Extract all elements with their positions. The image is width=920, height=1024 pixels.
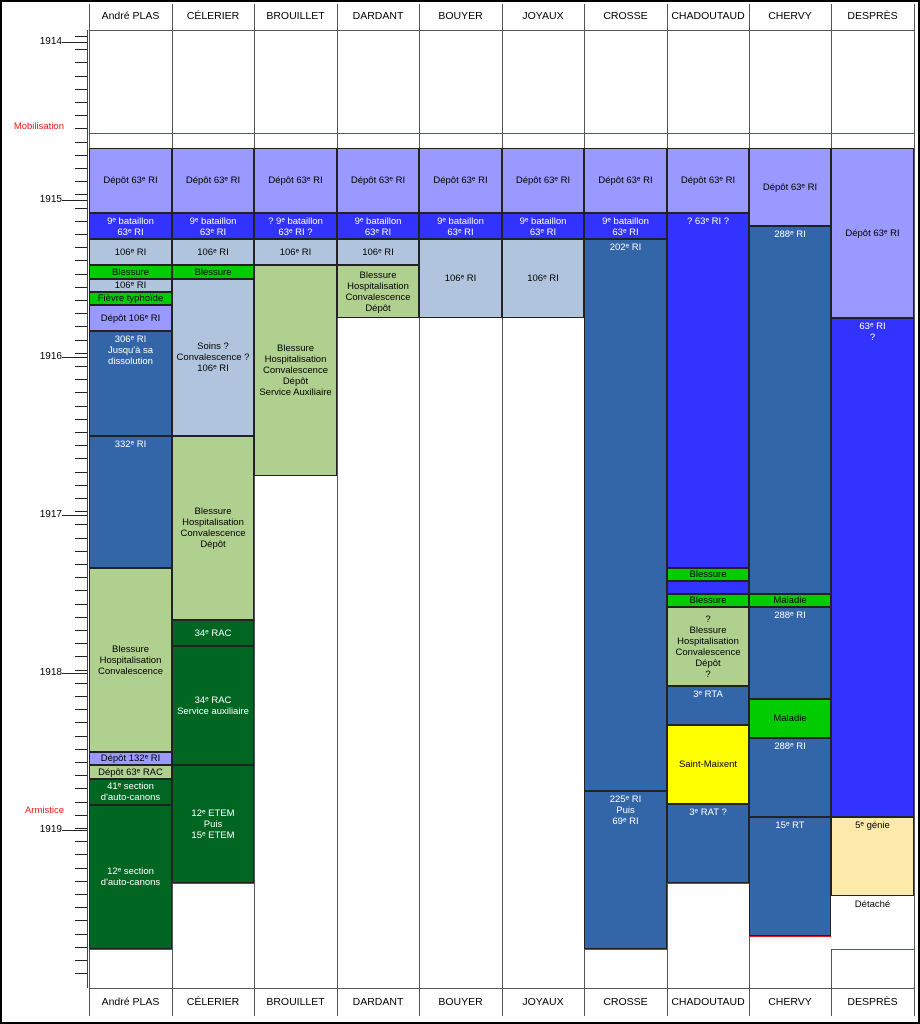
timeline-segment bbox=[254, 265, 337, 476]
segment-label: 3ᵉ RTA bbox=[693, 689, 723, 700]
axis-tick bbox=[75, 841, 87, 842]
column-header: DARDANT bbox=[352, 10, 404, 22]
segment-label: 5ᵉ génie bbox=[855, 820, 890, 831]
service-end-line bbox=[749, 936, 831, 937]
axis-tick bbox=[75, 907, 87, 908]
segment-label: 34ᵉ RAC Service auxiliaire bbox=[177, 694, 249, 717]
timeline-segment bbox=[584, 213, 667, 239]
segment-label: 9ᵉ bataillon 63ᵉ RI bbox=[437, 216, 484, 238]
segment-label: Dépôt 63ᵉ RI bbox=[762, 181, 818, 193]
column-footer: DESPRÈS bbox=[847, 996, 898, 1008]
axis-tick bbox=[75, 62, 87, 63]
axis-tick bbox=[75, 432, 87, 433]
timeline-segment bbox=[172, 213, 254, 239]
axis-tick bbox=[75, 828, 87, 829]
axis-tick bbox=[75, 788, 87, 789]
timeline-segment bbox=[89, 779, 172, 805]
segment-label: Dépôt 106ᵉ RI bbox=[100, 312, 161, 324]
axis-tick bbox=[75, 736, 87, 737]
year-tick bbox=[62, 42, 87, 43]
axis-tick bbox=[75, 722, 87, 723]
axis-tick bbox=[75, 445, 87, 446]
timeline-segment bbox=[89, 239, 172, 265]
timeline-segment bbox=[831, 896, 914, 949]
timeline-segment bbox=[172, 279, 254, 436]
column-footer: CROSSE bbox=[603, 996, 648, 1008]
service-end-line bbox=[172, 883, 254, 884]
axis-tick bbox=[75, 511, 87, 512]
segment-label: 9ᵉ bataillon 63ᵉ RI bbox=[354, 216, 402, 238]
segment-label: 106ᵉ RI bbox=[362, 246, 394, 258]
timeline-segment bbox=[749, 699, 831, 738]
timeline-segment bbox=[89, 292, 172, 305]
segment-label: Dépôt 63ᵉ RI bbox=[515, 175, 571, 186]
year-tick bbox=[62, 515, 87, 516]
year-label: 1915 bbox=[39, 194, 62, 205]
timeline-segment bbox=[749, 817, 831, 936]
axis-tick bbox=[75, 89, 87, 90]
axis-tick bbox=[75, 379, 87, 380]
axis-tick bbox=[75, 353, 87, 354]
year-label: 1919 bbox=[39, 824, 62, 835]
timeline-segment bbox=[502, 239, 584, 318]
timeline-segment bbox=[172, 620, 254, 646]
column-footer: JOYAUX bbox=[522, 996, 564, 1008]
axis-tick bbox=[75, 815, 87, 816]
segment-label: 288ᵉ RI bbox=[774, 741, 806, 752]
axis-tick bbox=[75, 208, 87, 209]
year-label: 1918 bbox=[39, 667, 62, 678]
timeline-segment bbox=[584, 239, 667, 791]
axis-tick bbox=[75, 894, 87, 895]
axis-tick bbox=[75, 920, 87, 921]
timeline-segment bbox=[172, 239, 254, 265]
timeline-segment bbox=[749, 607, 831, 699]
axis-tick bbox=[75, 102, 87, 103]
axis-tick bbox=[75, 340, 87, 341]
year-tick bbox=[62, 830, 87, 831]
segment-label: Saint-Maixent bbox=[678, 759, 738, 770]
segment-label: 202ᵉ RI bbox=[609, 242, 642, 253]
segment-label: Dépôt 63ᵉ RI bbox=[350, 175, 406, 186]
segment-label: ? 63ᵉ RI ? bbox=[686, 216, 730, 227]
segment-label: Dépôt 63ᵉ RI bbox=[268, 175, 323, 186]
axis-tick bbox=[75, 670, 87, 671]
segment-label: Dépôt 63ᵉ RI bbox=[103, 175, 158, 186]
timeline-segment bbox=[254, 213, 337, 239]
axis-tick bbox=[75, 287, 87, 288]
timeline-segment bbox=[337, 148, 419, 213]
segment-label: 9ᵉ bataillon 63ᵉ RI bbox=[107, 216, 154, 238]
axis-tick bbox=[75, 551, 87, 552]
segment-label: Dépôt 63ᵉ RI bbox=[433, 175, 488, 186]
axis-tick bbox=[75, 472, 87, 473]
timeline-segment bbox=[419, 213, 502, 239]
service-end-line bbox=[584, 949, 667, 950]
timeline-segment bbox=[337, 213, 419, 239]
axis-tick bbox=[75, 234, 87, 235]
service-end-line bbox=[89, 949, 172, 950]
column-header: DESPRÈS bbox=[847, 10, 898, 22]
segment-label: Blessure bbox=[689, 595, 727, 606]
axis-tick bbox=[75, 538, 87, 539]
timeline-segment bbox=[667, 213, 749, 568]
column-footer: BROUILLET bbox=[266, 996, 325, 1008]
axis-tick bbox=[75, 300, 87, 301]
segment-label: Dépôt 63ᵉ RI bbox=[845, 227, 900, 239]
timeline-segment bbox=[89, 805, 172, 949]
axis-tick bbox=[75, 696, 87, 697]
year-label: 1916 bbox=[39, 351, 62, 362]
segment-label: 34ᵉ RAC bbox=[194, 627, 232, 639]
segment-label: Blessure Hospitalisation Convalescence Dépôt bbox=[345, 269, 411, 314]
segment-label: Blessure bbox=[112, 266, 149, 278]
axis-tick bbox=[75, 564, 87, 565]
axis-tick bbox=[75, 775, 87, 776]
timeline-segment bbox=[172, 436, 254, 620]
timeline-segment bbox=[89, 305, 172, 331]
timeline-segment bbox=[749, 738, 831, 817]
axis-tick bbox=[75, 643, 87, 644]
axis-tick bbox=[75, 128, 87, 129]
segment-label: Soins ? Convalescence ? 106ᵉ RI bbox=[176, 341, 250, 374]
axis-tick bbox=[75, 590, 87, 591]
mobilisation-label: Mobilisation bbox=[13, 121, 64, 132]
timeline-segment bbox=[337, 239, 419, 265]
axis-tick bbox=[75, 366, 87, 367]
axis-tick bbox=[75, 406, 87, 407]
segment-label: Blessure Hospitalisation Convalescence Dépôt bbox=[180, 506, 246, 550]
year-tick bbox=[62, 200, 87, 201]
segment-label: 106ᵉ RI bbox=[114, 246, 147, 258]
axis-tick bbox=[75, 115, 87, 116]
segment-label: Maladie bbox=[773, 595, 807, 606]
timeline-segment bbox=[172, 148, 254, 213]
timeline-segment bbox=[584, 791, 667, 949]
timeline-segment bbox=[172, 646, 254, 765]
column-footer: CHERVY bbox=[768, 996, 812, 1008]
axis-tick bbox=[75, 260, 87, 261]
timeline-segment bbox=[667, 581, 749, 594]
axis-tick bbox=[75, 498, 87, 499]
segment-label: 9ᵉ bataillon 63ᵉ RI bbox=[519, 216, 567, 238]
segment-label: 15ᵉ RT bbox=[775, 820, 805, 831]
segment-label: Fièvre typhoïde bbox=[97, 293, 164, 304]
axis-tick bbox=[75, 155, 87, 156]
segment-label: 3ᵉ RAT ? bbox=[689, 807, 727, 818]
axis-tick bbox=[75, 960, 87, 961]
timeline-segment bbox=[667, 148, 749, 213]
axis-tick bbox=[75, 577, 87, 578]
segment-label: Dépôt 63ᵉ RAC bbox=[98, 766, 163, 778]
timeline-segment bbox=[89, 265, 172, 279]
segment-label: 106ᵉ RI bbox=[527, 273, 559, 284]
segment-label: Blessure bbox=[194, 266, 232, 278]
column-header: CÉLERIER bbox=[186, 10, 240, 22]
axis-tick bbox=[75, 36, 87, 37]
column-header: JOYAUX bbox=[522, 10, 564, 22]
segment-label: 332ᵉ RI bbox=[114, 439, 147, 450]
timeline-segment bbox=[749, 594, 831, 607]
timeline-segment bbox=[667, 725, 749, 804]
axis-tick bbox=[75, 881, 87, 882]
segment-label: 288ᵉ RI bbox=[774, 610, 806, 621]
axis-tick bbox=[75, 934, 87, 935]
column-header: CROSSE bbox=[603, 10, 648, 22]
axis-tick bbox=[75, 868, 87, 869]
axis-tick bbox=[75, 194, 87, 195]
axis-tick bbox=[75, 168, 87, 169]
column-header: BOUYER bbox=[438, 10, 483, 22]
segment-label: 9ᵉ bataillon 63ᵉ RI bbox=[602, 216, 649, 238]
segment-label: 12ᵉ ETEM Puis 15ᵉ ETEM bbox=[191, 807, 235, 841]
timeline-segment bbox=[89, 752, 172, 765]
timeline-segment bbox=[89, 568, 172, 752]
segment-label: Dépôt 63ᵉ RI bbox=[680, 175, 736, 186]
timeline-segment bbox=[667, 804, 749, 883]
segment-label: Maladie bbox=[773, 713, 807, 724]
segment-label: ? Blessure Hospitalisation Convalescence Dépôt ? bbox=[675, 613, 741, 680]
timeline-segment bbox=[831, 148, 914, 318]
timeline-segment bbox=[502, 148, 584, 213]
axis-tick bbox=[75, 419, 87, 420]
axis-tick bbox=[75, 604, 87, 605]
timeline-segment bbox=[831, 817, 914, 896]
column-divider bbox=[914, 4, 915, 1016]
axis-tick bbox=[75, 709, 87, 710]
segment-label: ? 9ᵉ bataillon 63ᵉ RI ? bbox=[268, 216, 323, 238]
segment-label: 9ᵉ bataillon 63ᵉ RI bbox=[189, 216, 237, 238]
timeline-segment bbox=[89, 279, 172, 292]
timeline-segment bbox=[172, 265, 254, 279]
segment-label: Blessure Hospitalisation Convalescence Dépôt Service Auxiliaire bbox=[259, 343, 332, 398]
segment-label: 306ᵉ RI Jusqu'à sa dissolution bbox=[107, 334, 154, 367]
segment-label: Dépôt 63ᵉ RI bbox=[598, 175, 653, 186]
timeline-segment bbox=[254, 239, 337, 265]
column-footer: CÉLERIER bbox=[186, 996, 240, 1008]
timeline-segment bbox=[831, 318, 914, 817]
column-header: BROUILLET bbox=[266, 10, 325, 22]
year-label: 1914 bbox=[39, 36, 62, 47]
axis-tick bbox=[75, 181, 87, 182]
axis-tick bbox=[75, 221, 87, 222]
axis-tick bbox=[75, 947, 87, 948]
axis-tick bbox=[75, 854, 87, 855]
segment-label: Blessure bbox=[689, 569, 727, 580]
timeline-segment bbox=[254, 148, 337, 213]
timeline-segment bbox=[667, 686, 749, 725]
timeline-segment bbox=[419, 148, 502, 213]
column-footer: DARDANT bbox=[352, 996, 404, 1008]
segment-label: 288ᵉ RI bbox=[774, 229, 806, 240]
column-footer: André PLAS bbox=[101, 996, 160, 1008]
axis-tick bbox=[75, 656, 87, 657]
time-axis-line bbox=[87, 30, 88, 988]
axis-tick bbox=[75, 524, 87, 525]
axis-tick bbox=[75, 973, 87, 974]
service-end-line bbox=[667, 883, 749, 884]
axis-tick bbox=[75, 458, 87, 459]
column-header: CHERVY bbox=[768, 10, 812, 22]
segment-label: 106ᵉ RI bbox=[197, 246, 229, 258]
axis-tick bbox=[75, 762, 87, 763]
column-header: CHADOUTAUD bbox=[671, 10, 745, 22]
column-footer: CHADOUTAUD bbox=[671, 996, 745, 1008]
segment-label: 106ᵉ RI bbox=[279, 246, 312, 258]
timeline-segment bbox=[667, 607, 749, 686]
axis-tick bbox=[75, 326, 87, 327]
year-label: 1917 bbox=[39, 509, 62, 520]
column-header: André PLAS bbox=[101, 10, 160, 22]
axis-tick bbox=[75, 274, 87, 275]
segment-label: 106ᵉ RI bbox=[114, 280, 147, 291]
service-end-line bbox=[831, 949, 914, 950]
axis-tick bbox=[75, 749, 87, 750]
axis-tick bbox=[75, 392, 87, 393]
timeline-segment bbox=[89, 331, 172, 436]
timeline-segment bbox=[584, 148, 667, 213]
timeline-segment bbox=[89, 213, 172, 239]
axis-tick bbox=[75, 802, 87, 803]
timeline-segment bbox=[337, 265, 419, 318]
segment-label: Blessure Hospitalisation Convalescence bbox=[98, 643, 163, 677]
timeline-segment bbox=[667, 568, 749, 581]
column-footer: BOUYER bbox=[438, 996, 483, 1008]
segment-label: 12ᵉ section d'auto-canons bbox=[100, 866, 161, 888]
timeline-segment bbox=[172, 765, 254, 883]
year-tick bbox=[62, 357, 87, 358]
axis-tick bbox=[75, 485, 87, 486]
segment-label: Dépôt 132ᵉ RI bbox=[100, 753, 161, 764]
axis-tick bbox=[75, 683, 87, 684]
segment-label: Détaché bbox=[854, 899, 891, 910]
segment-label: 106ᵉ RI bbox=[444, 273, 477, 284]
segment-label: 41ᵉ section d'auto-canons bbox=[100, 781, 161, 803]
year-tick bbox=[62, 673, 87, 674]
timeline-segment bbox=[89, 148, 172, 213]
timeline-segment bbox=[89, 765, 172, 779]
timeline-segment bbox=[667, 594, 749, 607]
axis-tick bbox=[75, 247, 87, 248]
axis-tick bbox=[75, 630, 87, 631]
timeline-segment bbox=[419, 239, 502, 318]
timeline-segment bbox=[502, 213, 584, 239]
axis-tick bbox=[75, 76, 87, 77]
axis-tick bbox=[75, 142, 87, 143]
axis-tick bbox=[75, 617, 87, 618]
armistice-label: Armistice bbox=[24, 805, 64, 816]
axis-tick bbox=[75, 49, 87, 50]
segment-label: Dépôt 63ᵉ RI bbox=[185, 175, 241, 186]
timeline-segment bbox=[749, 148, 831, 226]
axis-tick bbox=[75, 313, 87, 314]
segment-label: 225ᵉ RI Puis 69ᵉ RI bbox=[609, 794, 642, 827]
segment-label: 63ᵉ RI ? bbox=[859, 321, 886, 343]
mobilisation-line bbox=[89, 133, 914, 134]
timeline-segment bbox=[749, 226, 831, 594]
timeline-segment bbox=[89, 436, 172, 568]
